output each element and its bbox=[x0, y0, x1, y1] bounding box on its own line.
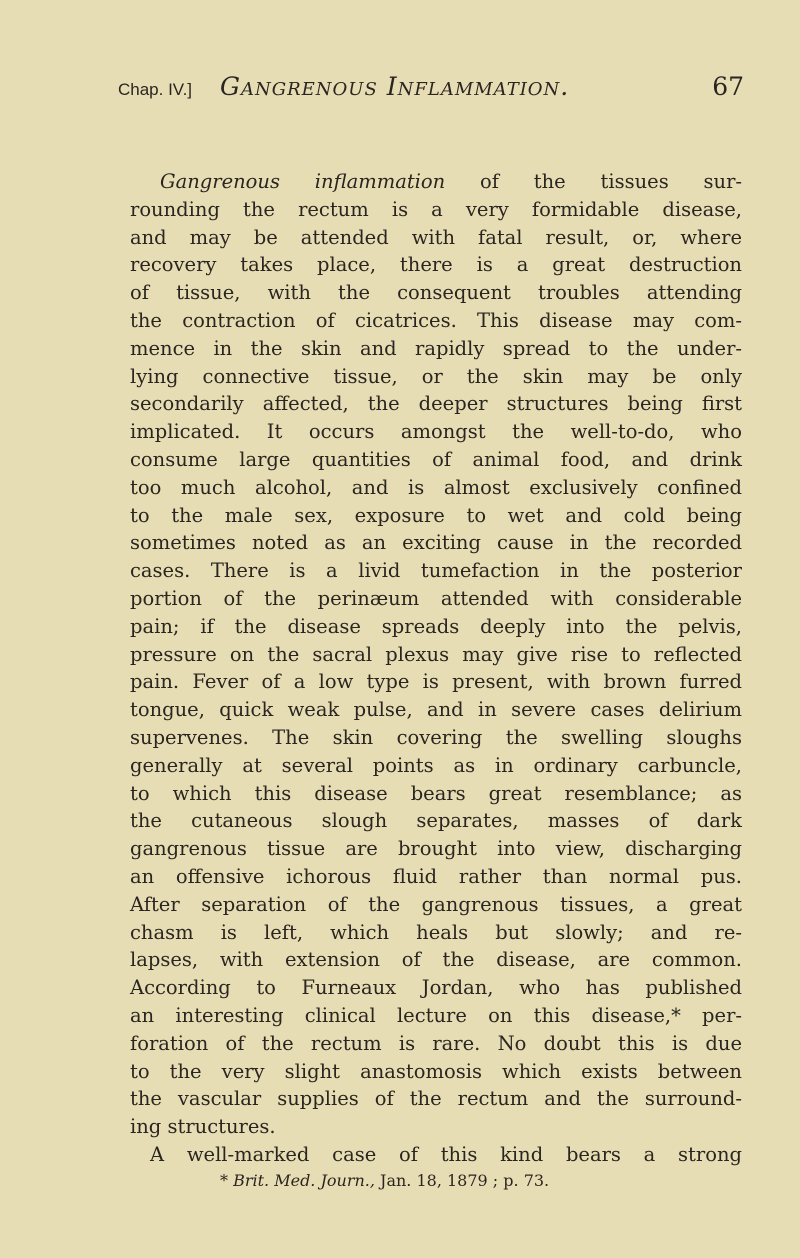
text-line: generally at several points as in ordinary carbuncle, bbox=[130, 753, 742, 777]
text-line: implicated. It occurs amongst the well-to-do, who bbox=[130, 420, 742, 444]
text-line: ing structures. bbox=[130, 1115, 276, 1139]
text-line: A well-marked case of this kind bears a strong bbox=[150, 1142, 742, 1166]
text-line: pain. Fever of a low type is present, with brown furred bbox=[130, 670, 742, 694]
text-line: mence in the skin and rapidly spread to the under- bbox=[130, 336, 742, 360]
text-line: gangrenous tissue are brought into view, discharging bbox=[130, 837, 742, 861]
text-line: recovery takes place, there is a great destruction bbox=[130, 253, 742, 277]
running-title: Gangrenous Inflammation. bbox=[220, 72, 570, 101]
text-line: to the male sex, exposure to wet and cold being bbox=[130, 503, 742, 527]
text-line: Gangrenous inflammation of the tissues sur- bbox=[160, 170, 742, 193]
text-line: too much alcohol, and is almost exclusively confined bbox=[130, 475, 742, 499]
text-line: tongue, quick weak pulse, and in severe cases delirium bbox=[130, 698, 742, 722]
text-line: an interesting clinical lecture on this disease,* per- bbox=[130, 1003, 742, 1027]
text-line: pressure on the sacral plexus may give rise to reflected bbox=[130, 642, 742, 666]
text-line: cases. There is a livid tumefaction in the posterior bbox=[130, 559, 742, 583]
text-line: the vascular supplies of the rectum and the surround- bbox=[130, 1087, 742, 1111]
text-line: and may be attended with fatal result, or, where bbox=[130, 225, 742, 249]
text-line: chasm is left, which heals but slowly; and re- bbox=[130, 920, 742, 944]
text-line: an offensive ichorous fluid rather than normal pus. bbox=[130, 864, 742, 888]
text-line: consume large quantities of animal food, and drink bbox=[130, 447, 742, 471]
text-line: lying connective tissue, or the skin may be only bbox=[130, 364, 742, 388]
page-number: 67 bbox=[712, 72, 744, 101]
text-line: the contraction of cicatrices. This disease may com- bbox=[130, 308, 742, 332]
text-line: lapses, with extension of the disease, are common. bbox=[130, 948, 742, 972]
text-line: rounding the rectum is a very formidable disease, bbox=[130, 197, 742, 221]
running-header bbox=[118, 70, 744, 110]
text-line: pain; if the disease spreads deeply into the pelvis, bbox=[130, 614, 742, 638]
footnote bbox=[220, 1171, 549, 1190]
footnote-source: * Brit. Med. Journ., bbox=[220, 1171, 375, 1190]
text-line: of tissue, with the consequent troubles attending bbox=[130, 281, 742, 305]
text-line: to which this disease bears great resemblance; as bbox=[130, 781, 742, 805]
text-line: After separation of the gangrenous tissues, a great bbox=[130, 892, 742, 916]
text-line: supervenes. The skin covering the swelling sloughs bbox=[130, 725, 742, 749]
text-line: portion of the perinæum attended with considerable bbox=[130, 586, 742, 610]
text-line: According to Furneaux Jordan, who has published bbox=[130, 976, 742, 1000]
text-line: foration of the rectum is rare. No doubt this is due bbox=[130, 1031, 742, 1055]
footnote-citation: Jan. 18, 1879 ; p. 73. bbox=[374, 1171, 550, 1190]
italic-lead: Gangrenous bbox=[160, 170, 280, 193]
text-line: sometimes noted as an exciting cause in the recorded bbox=[130, 531, 742, 555]
chapter-label: Chap. IV.] bbox=[118, 80, 193, 99]
text-line: secondarily affected, the deeper structures being first bbox=[130, 392, 742, 416]
body-text bbox=[130, 168, 742, 1169]
text-line: to the very slight anastomosis which exists between bbox=[130, 1059, 742, 1083]
text-line: the cutaneous slough separates, masses of dark bbox=[130, 809, 742, 833]
